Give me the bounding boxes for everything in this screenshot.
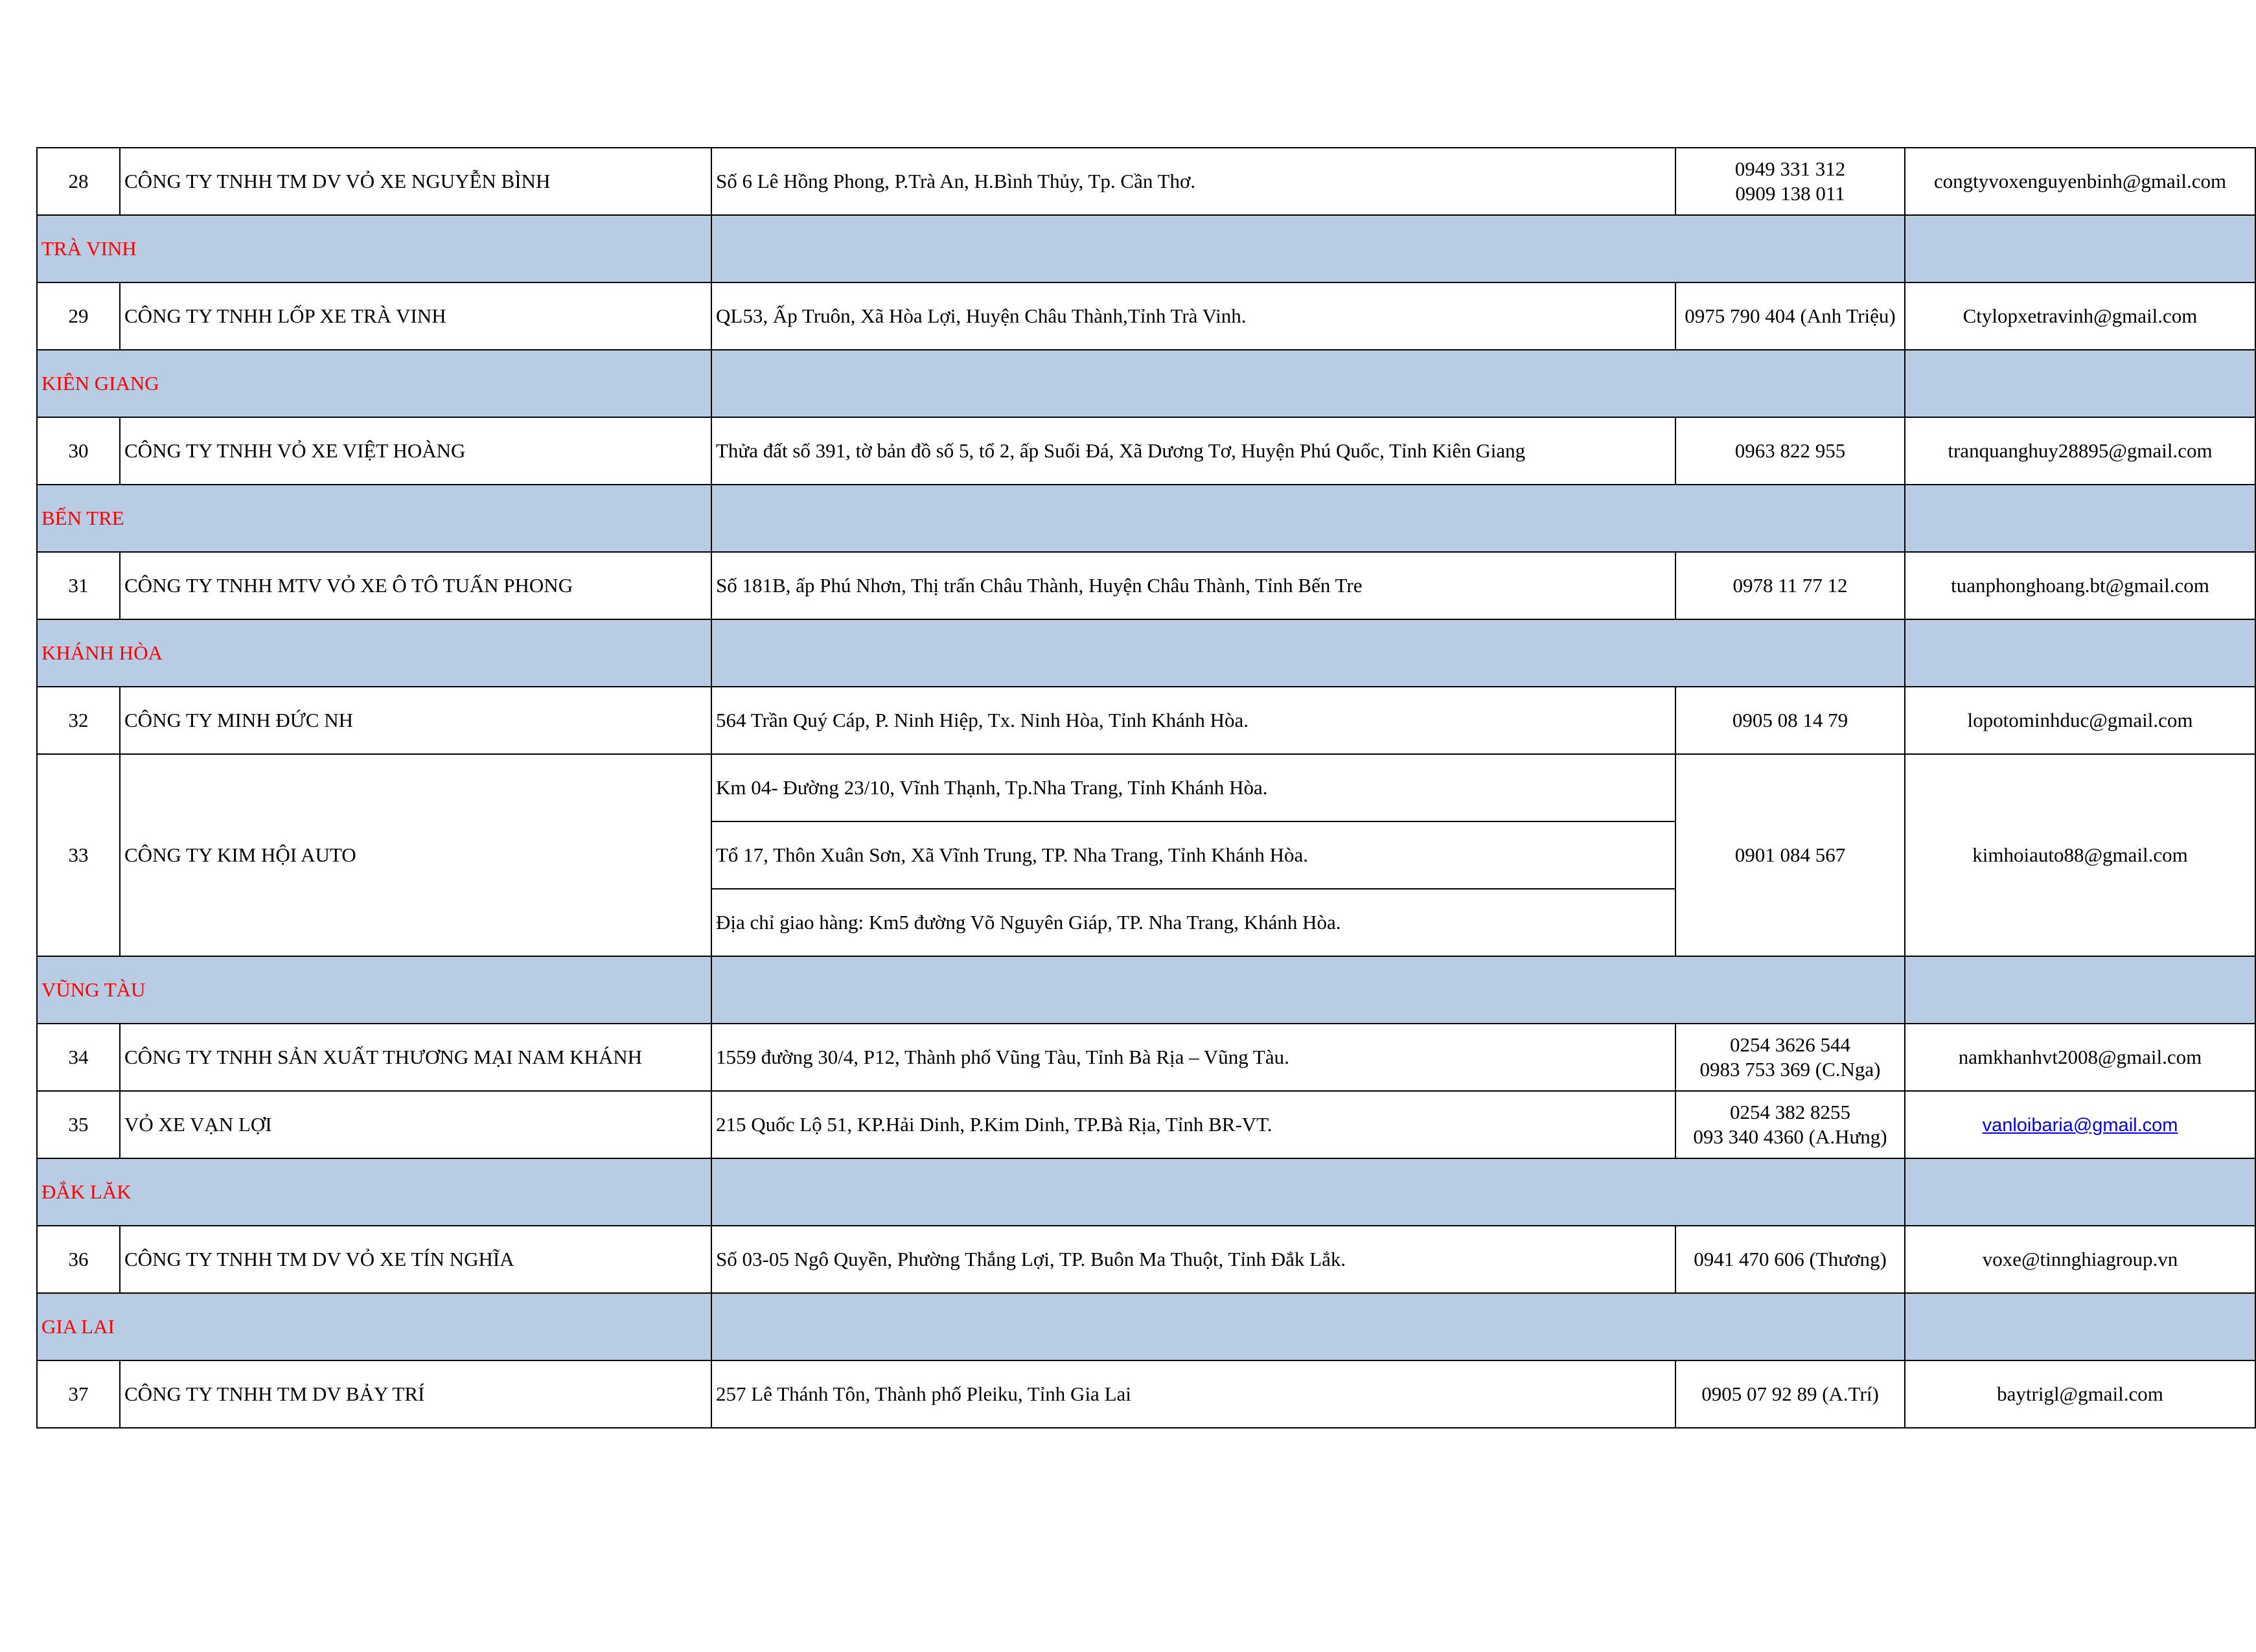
company-name: CÔNG TY TNHH SẢN XUẤT THƯƠNG MẠI NAM KHÁNH: [120, 1024, 711, 1091]
region-name: BẾN TRE: [37, 485, 711, 552]
region-blank: [1905, 619, 2255, 687]
row-number: 29: [37, 282, 120, 350]
region-blank: [1905, 215, 2255, 282]
phone: 0941 470 606 (Thương): [1675, 1226, 1905, 1293]
region-blank: [711, 215, 1905, 282]
phone-line-1: 0949 331 312: [1734, 157, 1846, 180]
phone-line-1: 0254 382 8255: [1730, 1101, 1850, 1123]
region-name: KHÁNH HÒA: [37, 619, 711, 687]
table-row: [37, 1360, 2255, 1428]
phone-line-2: 0909 138 011: [1735, 182, 1845, 205]
email: voxe@tinnghiagroup.vn: [1905, 1226, 2255, 1293]
table-row: [37, 687, 2255, 754]
row-number: 36: [37, 1226, 120, 1293]
address: 257 Lê Thánh Tôn, Thành phố Pleiku, Tỉnh Gia Lai: [711, 1360, 1675, 1428]
phone: [1675, 1091, 1905, 1158]
row-number: 33: [37, 754, 120, 956]
row-number: 34: [37, 1024, 120, 1091]
region-blank: [1905, 1158, 2255, 1226]
address: Số 181B, ấp Phú Nhơn, Thị trấn Châu Thành, Huyện Châu Thành, Tỉnh Bến Tre: [711, 552, 1675, 619]
company-name: CÔNG TY TNHH TM DV VỎ XE TÍN NGHĨA: [120, 1226, 711, 1293]
row-number: 30: [37, 417, 120, 485]
company-name: CÔNG TY TNHH MTV VỎ XE Ô TÔ TUẤN PHONG: [120, 552, 711, 619]
phone-line-1: 0254 3626 544: [1730, 1033, 1850, 1056]
phone: 0963 822 955: [1675, 417, 1905, 485]
region-row: [37, 1293, 2255, 1360]
company-name: CÔNG TY MINH ĐỨC NH: [120, 687, 711, 754]
address: Thửa đất số 391, tờ bản đồ số 5, tổ 2, ấp Suối Đá, Xã Dương Tơ, Huyện Phú Quốc, Tỉnh Kiên Giang: [711, 417, 1675, 485]
phone: 0978 11 77 12: [1675, 552, 1905, 619]
address: 215 Quốc Lộ 51, KP.Hải Dinh, P.Kim Dinh, TP.Bà Rịa, Tỉnh BR-VT.: [711, 1091, 1675, 1158]
region-name: VŨNG TÀU: [37, 956, 711, 1024]
address: 564 Trần Quý Cáp, P. Ninh Hiệp, Tx. Ninh Hòa, Tỉnh Khánh Hòa.: [711, 687, 1675, 754]
row-number: 35: [37, 1091, 120, 1158]
phone: 0901 084 567: [1675, 754, 1905, 956]
address: Tổ 17, Thôn Xuân Sơn, Xã Vĩnh Trung, TP. Nha Trang, Tỉnh Khánh Hòa.: [711, 821, 1675, 889]
region-blank: [1905, 1293, 2255, 1360]
table-row: [37, 282, 2255, 350]
region-name: GIA LAI: [37, 1293, 711, 1360]
email: congtyvoxenguyenbinh@gmail.com: [1905, 148, 2255, 215]
table-row: [37, 417, 2255, 485]
dealer-table: [36, 147, 2256, 1428]
region-blank: [711, 485, 1905, 552]
region-name: KIÊN GIANG: [37, 350, 711, 417]
email: lopotominhduc@gmail.com: [1905, 687, 2255, 754]
row-number: 32: [37, 687, 120, 754]
table-row: [37, 754, 2255, 821]
company-name: CÔNG TY TNHH TM DV VỎ XE NGUYỄN BÌNH: [120, 148, 711, 215]
region-row: [37, 1158, 2255, 1226]
region-name: ĐẮK LĂK: [37, 1158, 711, 1226]
phone: [1675, 148, 1905, 215]
phone-line-2: 093 340 4360 (A.Hưng): [1693, 1125, 1887, 1148]
region-row: [37, 215, 2255, 282]
phone-line-2: 0983 753 369 (C.Nga): [1699, 1058, 1881, 1081]
address: 1559 đường 30/4, P12, Thành phố Vũng Tàu, Tỉnh Bà Rịa – Vũng Tàu.: [711, 1024, 1675, 1091]
region-row: [37, 350, 2255, 417]
email: tuanphonghoang.bt@gmail.com: [1905, 552, 2255, 619]
region-blank: [1905, 350, 2255, 417]
table-row: [37, 148, 2255, 215]
table-row: [37, 1091, 2255, 1158]
table-row: [37, 1226, 2255, 1293]
region-blank: [711, 1158, 1905, 1226]
address: Số 6 Lê Hồng Phong, P.Trà An, H.Bình Thủy, Tp. Cần Thơ.: [711, 148, 1675, 215]
region-blank: [1905, 485, 2255, 552]
region-name: TRÀ VINH: [37, 215, 711, 282]
region-blank: [711, 956, 1905, 1024]
email-cell: [1905, 1091, 2255, 1158]
table-row: [37, 1024, 2255, 1091]
address: QL53, Ấp Truôn, Xã Hòa Lợi, Huyện Châu Thành,Tỉnh Trà Vinh.: [711, 282, 1675, 350]
phone: 0975 790 404 (Anh Triệu): [1675, 282, 1905, 350]
region-blank: [711, 1293, 1905, 1360]
delivery-address: Địa chỉ giao hàng: Km5 đường Võ Nguyên Giáp, TP. Nha Trang, Khánh Hòa.: [711, 889, 1675, 956]
email: baytrigl@gmail.com: [1905, 1360, 2255, 1428]
email: kimhoiauto88@gmail.com: [1905, 754, 2255, 956]
table-row: [37, 552, 2255, 619]
company-name: CÔNG TY KIM HỘI AUTO: [120, 754, 711, 956]
email: namkhanhvt2008@gmail.com: [1905, 1024, 2255, 1091]
company-name: VỎ XE VẠN LỢI: [120, 1091, 711, 1158]
row-number: 37: [37, 1360, 120, 1428]
phone: 0905 08 14 79: [1675, 687, 1905, 754]
region-row: [37, 485, 2255, 552]
row-number: 28: [37, 148, 120, 215]
company-name: CÔNG TY TNHH LỐP XE TRÀ VINH: [120, 282, 711, 350]
email: Ctylopxetravinh@gmail.com: [1905, 282, 2255, 350]
region-blank: [711, 350, 1905, 417]
phone: 0905 07 92 89 (A.Trí): [1675, 1360, 1905, 1428]
email-link[interactable]: vanloibaria@gmail.com: [1982, 1114, 2178, 1136]
region-row: [37, 619, 2255, 687]
address: Km 04- Đường 23/10, Vĩnh Thạnh, Tp.Nha Trang, Tỉnh Khánh Hòa.: [711, 754, 1675, 821]
company-name: CÔNG TY TNHH VỎ XE VIỆT HOÀNG: [120, 417, 711, 485]
phone: [1675, 1024, 1905, 1091]
row-number: 31: [37, 552, 120, 619]
company-name: CÔNG TY TNHH TM DV BẢY TRÍ: [120, 1360, 711, 1428]
region-blank: [711, 619, 1905, 687]
region-blank: [1905, 956, 2255, 1024]
address: Số 03-05 Ngô Quyền, Phường Thắng Lợi, TP. Buôn Ma Thuột, Tỉnh Đắk Lắk.: [711, 1226, 1675, 1293]
region-row: [37, 956, 2255, 1024]
email: tranquanghuy28895@gmail.com: [1905, 417, 2255, 485]
